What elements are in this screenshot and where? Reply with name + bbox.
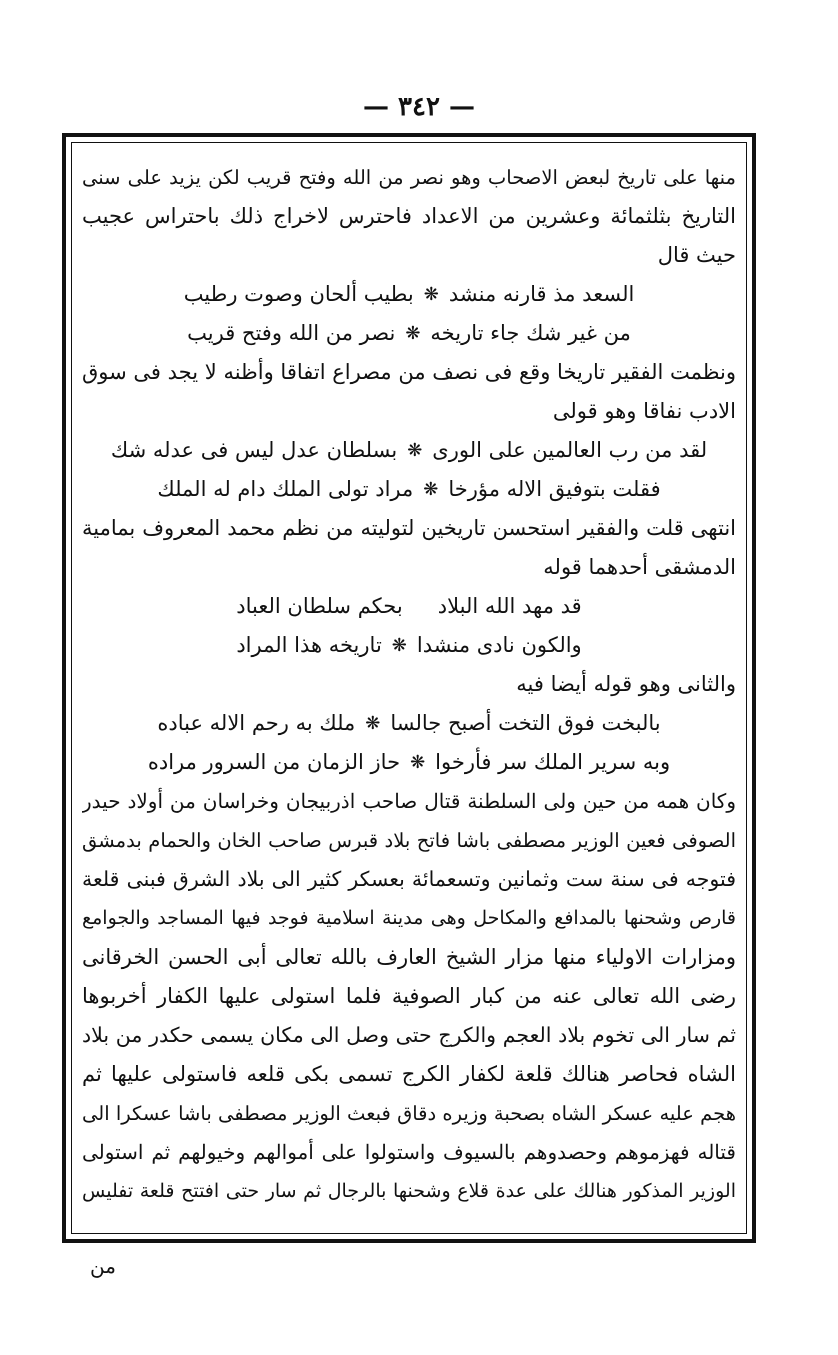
catchword: من	[90, 1254, 116, 1278]
verse-second-hemistich: ملك به رحم الاله عباده	[157, 711, 356, 735]
verse-separator-star: ❋	[423, 284, 439, 305]
prose-line: ونظمت الفقير تاريخا وقع فى نصف من مصراع اتفاقا وأظنه لا يجد فى سوق	[82, 360, 736, 384]
verse-first-hemistich: من غير شك جاء تاريخه	[430, 321, 631, 345]
prose-line: الشاه فحاصر هنالك قلعة لكفار الكرج تسمى بكى قلعه فاستولى عليها ثم	[82, 1062, 736, 1086]
verse-first-hemistich: والكون نادى منشدا	[416, 633, 582, 657]
verse-first-hemistich: فقلت بتوفيق الاله مؤرخا	[448, 477, 661, 501]
prose-line: منها على تاريخ لبعض الاصحاب وهو نصر من الله وفتح قريب لكن يزيد على سنى	[82, 166, 736, 189]
text-body	[82, 158, 736, 1211]
verse-separator-star: ❋	[391, 635, 407, 656]
verse-first-hemistich: بالبخت فوق التخت أصبح جالسا	[390, 711, 661, 735]
verse-separator-star: ❋	[405, 323, 421, 344]
verse-line	[82, 470, 736, 509]
prose-line: الدمشقى أحدهما قوله	[543, 555, 736, 579]
prose-line: التاريخ بثلثمائة وعشرين من الاعداد فاحترس لاخراج ذلك باحتراس عجيب	[82, 204, 736, 228]
prose-line: وكان همه من حين ولى السلطنة قتال صاحب اذربيجان وخراسان من أولاد حيدر	[82, 789, 736, 813]
prose-line: انتهى قلت والفقير استحسن تاريخين لتوليته من نظم محمد المعروف بمامية	[82, 516, 736, 540]
verse-line	[82, 704, 736, 743]
verse-line	[82, 275, 736, 314]
verse-second-hemistich: نصر من الله وفتح قريب	[187, 321, 396, 345]
verse-second-hemistich: بطيب ألحان وصوت رطيب	[183, 282, 414, 306]
prose-line: فتوجه فى سنة ست وثمانين وتسعمائة بعسكر كثير الى بلاد الشرق فبنى قلعة	[82, 867, 736, 891]
page-number: — ٣٤٢ —	[362, 92, 476, 122]
verse-line	[82, 743, 736, 782]
prose-line: حيث قال	[657, 243, 736, 267]
verse-second-hemistich: مراد تولى الملك دام له الملك	[157, 477, 414, 501]
verse-separator-star: ❋	[423, 479, 439, 500]
verse-separator-star: ❋	[407, 440, 423, 461]
prose-line: رضى الله تعالى عنه من كبار الصوفية فلما استولى عليها الكفار أخربوها	[82, 984, 736, 1008]
verse-first-hemistich: السعد مذ قارنه منشد	[448, 282, 635, 306]
verse-line	[82, 314, 736, 353]
prose-line: قتاله فهزموهم وحصدوهم بالسيوف واستولوا على أموالهم وخيولهم ثم استولى	[82, 1140, 736, 1164]
verse-second-hemistich: حاز الزمان من السرور مراده	[147, 750, 401, 774]
prose-line: هجم عليه عسكر الشاه بصحبة وزيره دقاق فبعث الوزير مصطفى باشا عسكرا الى	[82, 1102, 736, 1125]
verse-second-hemistich: تاريخه هذا المراد	[236, 633, 382, 657]
verse-separator-star: ❋	[410, 752, 426, 773]
verse-second-hemistich: بحكم سلطان العباد	[236, 594, 403, 618]
verse-line	[82, 431, 736, 470]
verse-separator-star: ❋	[365, 713, 381, 734]
verse-first-hemistich: قد مهد الله البلاد	[437, 594, 582, 618]
verse-first-hemistich: لقد من رب العالمين على الورى	[432, 438, 708, 462]
prose-line: ثم سار الى تخوم بلاد العجم والكرج حتى وصل الى مكان يسمى حكدر من بلاد	[82, 1023, 736, 1047]
verse-second-hemistich: بسلطان عدل ليس فى عدله شك	[110, 438, 398, 462]
prose-line: الوزير المذكور هنالك على عدة قلاع وشحنها بالرجال ثم سار حتى افتتح قلعة تفليس	[82, 1180, 736, 1202]
verse-line	[82, 626, 736, 665]
prose-line: والثانى وهو قوله أيضا فيه	[516, 672, 736, 696]
verse-line	[82, 587, 736, 626]
prose-line: قارص وشحنها بالمدافع والمكاحل وهى مدينة اسلامية فوجد فيها المساجد والجوامع	[82, 907, 736, 929]
verse-first-hemistich: وبه سرير الملك سر فأرخوا	[435, 750, 671, 774]
prose-line: ومزارات الاولياء منها مزار الشيخ العارف بالله تعالى أبى الحسن الخرقانى	[82, 945, 736, 969]
prose-line: الصوفى فعين الوزير مصطفى باشا فاتح بلاد قبرس صاحب الخان والحمام بدمشق	[82, 829, 736, 852]
prose-line: الادب نفاقا وهو قولى	[552, 399, 736, 423]
